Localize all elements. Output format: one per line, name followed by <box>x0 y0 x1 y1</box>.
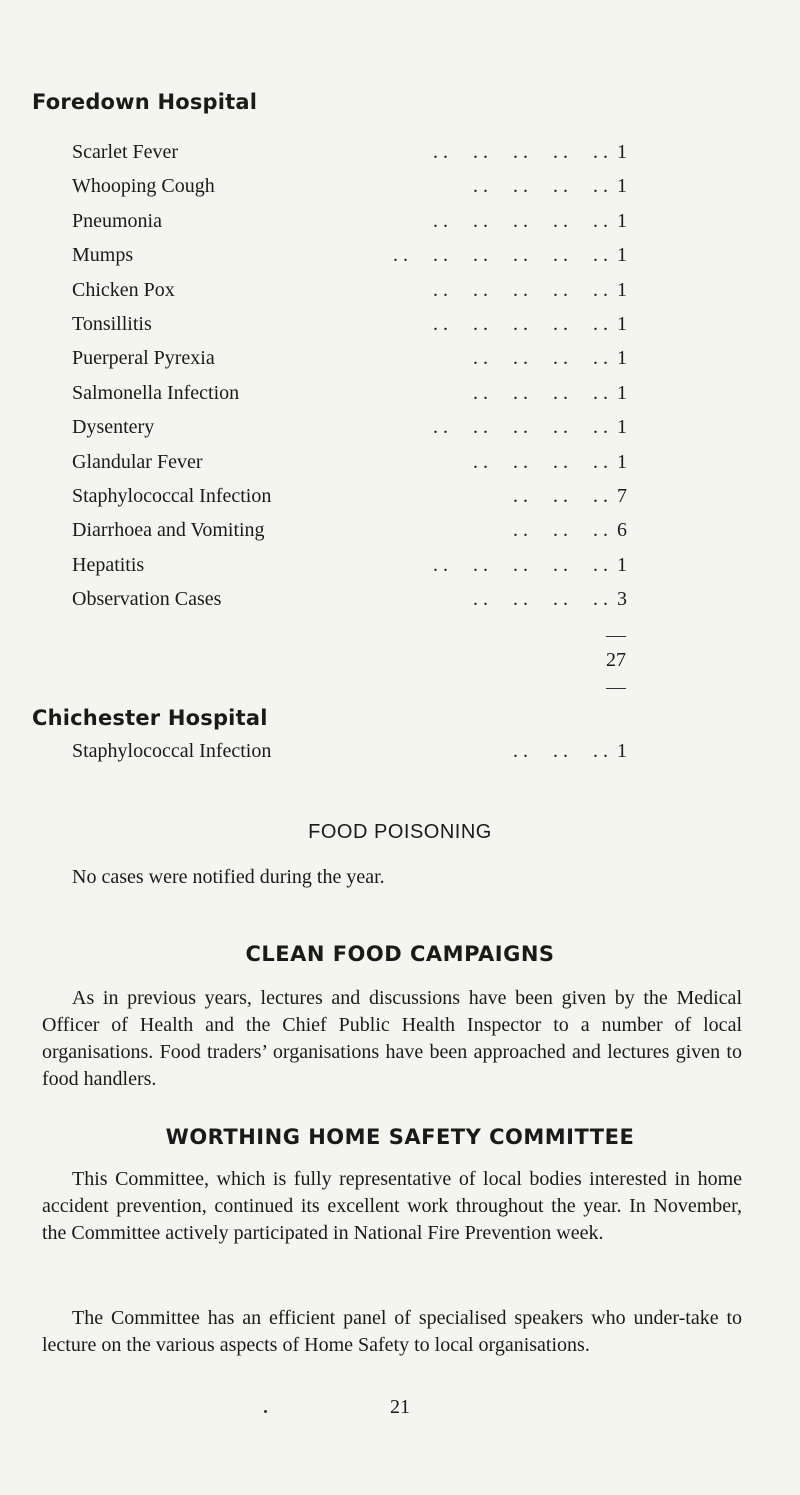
leader-dots: . . . . . . . . <box>473 381 608 404</box>
chichester-hospital-heading: Chichester Hospital <box>32 706 268 730</box>
leader-dots: . . . . . . <box>513 484 608 507</box>
table-row <box>72 445 632 479</box>
leader-dots: . . . . . . <box>513 519 608 542</box>
case-count: 1 <box>617 553 627 576</box>
disease-name: Scarlet Fever <box>72 141 179 163</box>
disease-name: Diarrhoea and Vomiting <box>72 519 265 542</box>
table-row <box>72 341 632 375</box>
disease-name: Whooping Cough <box>72 175 215 198</box>
disease-name: Chicken Pox <box>72 278 175 301</box>
food-poisoning-text <box>42 864 742 891</box>
leader-dots: . . . . . . . . <box>473 450 608 473</box>
foredown-cases-table <box>72 135 632 616</box>
leader-dots: . . . . . . . . . . <box>433 278 608 301</box>
case-count: 1 <box>617 381 627 404</box>
clean-food-text: As in previous years, lectures and discussions have been given by the Medical Officer of Health and the Chief Public Health Inspector to a number of local organisations. Food traders’ organisations have been approached and lectures given to food handlers. <box>42 987 742 1090</box>
food-poisoning-sentence: No cases were notified during the year. <box>72 866 385 888</box>
disease-name: Observation Cases <box>72 588 222 611</box>
disease-name: Pneumonia <box>72 209 162 232</box>
case-count: 1 <box>617 740 627 762</box>
home-safety-text-1: This Committee, which is fully representative of local bodies interested in home accident prevention, continued its excellent work throughout the year. In November, the Committee actively participated in National Fire Prevention week. <box>42 1168 742 1244</box>
disease-name: Dysentery <box>72 416 155 439</box>
case-count: 1 <box>617 347 627 370</box>
leader-dots: . . . . . . . . . . <box>433 141 608 163</box>
clean-food-campaigns-heading: CLEAN FOOD CAMPAIGNS <box>245 942 555 966</box>
table-row <box>72 204 632 238</box>
disease-name: Staphylococcal Infection <box>72 484 272 507</box>
disease-name: Mumps <box>72 244 134 267</box>
table-row <box>72 479 632 513</box>
case-count: 1 <box>617 278 627 301</box>
case-count: 1 <box>617 175 627 198</box>
leader-dots: . . . . . . . . . . <box>433 553 608 576</box>
home-safety-paragraph-1 <box>42 1166 742 1247</box>
leader-dots: . . . . . . . . . . <box>433 209 608 232</box>
leader-dots: . . . . . . . . . . . . <box>393 244 608 267</box>
table-row <box>72 376 632 410</box>
leader-dots: . . . . . . . . <box>473 175 608 198</box>
disease-name: Salmonella Infection <box>72 381 240 404</box>
disease-name: Hepatitis <box>72 553 145 576</box>
table-row <box>72 582 632 616</box>
case-count: 1 <box>617 141 627 163</box>
table-row <box>72 513 632 547</box>
leader-dots: . . . . . . <box>513 740 608 762</box>
home-safety-text-2: The Committee has an efficient panel of specialised speakers who under-take to lecture on the various aspects of Home Safety to local organisations. <box>42 1307 742 1356</box>
case-count: 1 <box>617 450 627 473</box>
home-safety-paragraph-2 <box>42 1305 742 1359</box>
case-count: 7 <box>617 484 627 507</box>
table-row <box>72 307 632 341</box>
table-row <box>72 135 632 169</box>
disease-name: Puerperal Pyrexia <box>72 347 215 370</box>
disease-name: Glandular Fever <box>72 450 203 473</box>
disease-name: Staphylococcal Infection <box>72 740 272 762</box>
case-count: 1 <box>617 416 627 439</box>
leader-dots: . . . . . . . . <box>473 347 608 370</box>
table-row <box>72 410 632 444</box>
foredown-hospital-heading: Foredown Hospital <box>32 90 258 114</box>
page-number: 21 <box>390 1396 410 1418</box>
leader-dots: . . . . . . . . <box>473 588 608 611</box>
case-count: 1 <box>617 209 627 232</box>
case-count: 1 <box>617 312 627 335</box>
clean-food-paragraph <box>42 985 742 1093</box>
total-rule-top <box>606 636 626 637</box>
foredown-total: 27 <box>606 649 626 671</box>
table-row <box>72 238 632 272</box>
total-rule-bottom <box>606 688 626 689</box>
disease-name: Tonsillitis <box>72 312 152 335</box>
home-safety-heading: WORTHING HOME SAFETY COMMITTEE <box>165 1125 635 1149</box>
leader-dots: . . . . . . . . . . <box>433 416 608 439</box>
table-row <box>72 734 632 768</box>
table-row <box>72 548 632 582</box>
case-count: 1 <box>617 244 627 267</box>
case-count: 6 <box>617 519 627 542</box>
chichester-cases-table <box>72 734 632 768</box>
table-row <box>72 273 632 307</box>
leader-dots: . . . . . . . . . . <box>433 312 608 335</box>
table-row <box>72 169 632 203</box>
food-poisoning-heading: FOOD POISONING <box>308 821 492 843</box>
case-count: 3 <box>617 588 627 611</box>
